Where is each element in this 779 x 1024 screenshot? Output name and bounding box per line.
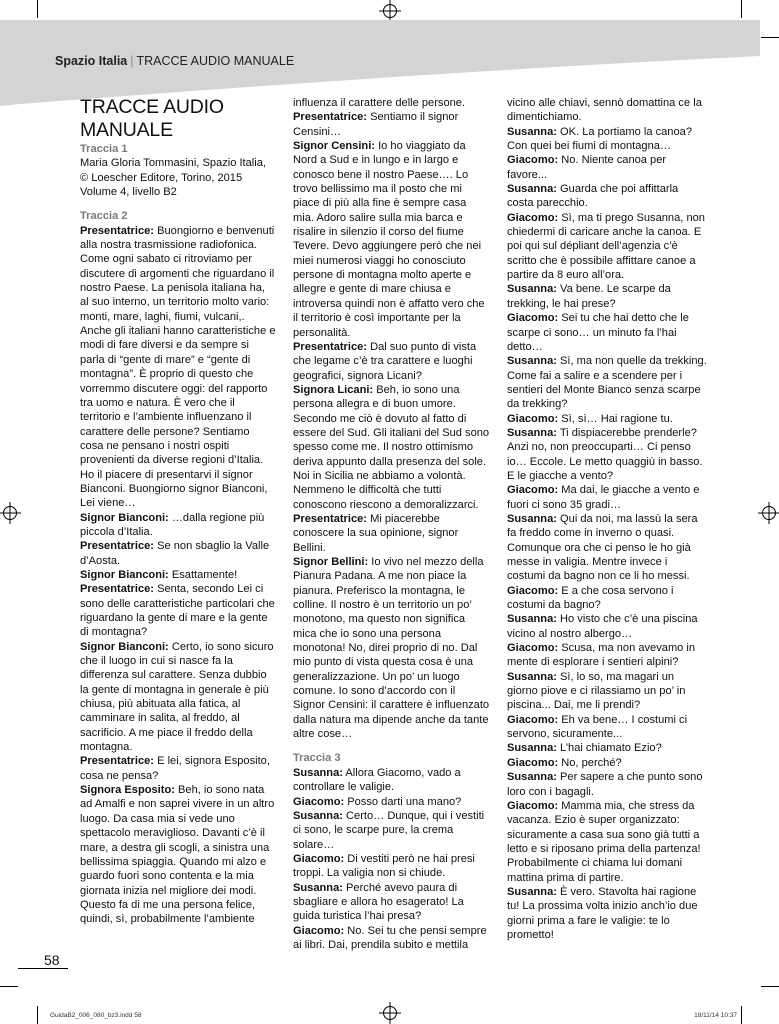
header-brand: Spazio Italia (55, 54, 128, 68)
dialogue-line (507, 483, 707, 512)
crop-mark (37, 1006, 38, 1024)
dialogue-text: Guarda che poi affittarla costa parecchio. (507, 183, 679, 210)
dialogue-line (507, 756, 707, 770)
dialogue-line (507, 153, 707, 182)
dialogue-line (507, 885, 707, 942)
speaker-name: Susanna: (507, 742, 557, 755)
dialogue-text: influenza il carattere delle persone. (293, 97, 466, 109)
speaker-name: Signor Bianconi: (80, 511, 169, 524)
speaker-name: Susanna: (507, 885, 557, 898)
transcript-track-3-cont (507, 96, 707, 942)
dialogue-line (80, 539, 276, 568)
dialogue-text: Sì, ma ti prego Susanna, non chiedermi di caricare anche la canoa. E poi qui sul dépliant dell’agenzia c’è scritto che è possibile affittare canoe a partire da 8 euro all’ora. (507, 211, 705, 282)
speaker-name: Giacomo: (293, 852, 345, 865)
dialogue-line (80, 783, 276, 926)
crop-mark (761, 986, 779, 987)
dialogue-text: E a che cosa servono i costumi da bagno? (507, 584, 674, 612)
speaker-name: Presentatrice: (80, 583, 154, 596)
speaker-name: Giacomo: (507, 799, 559, 812)
dialogue-text: Qui da noi, ma lassù la sera fa freddo come in inverno o quasi. Comunque ora che ci penso le ho già messe in valigia. Mentre invece i costumi da bagno non ce li ho messi. (507, 512, 698, 583)
dialogue-line (507, 770, 707, 799)
dialogue-line (507, 182, 707, 211)
page-number-rule (18, 968, 68, 969)
transcript-track-3 (293, 766, 490, 952)
column-1 (80, 96, 276, 927)
track-1-heading: Traccia 1 (80, 143, 128, 155)
dialogue-text: OK. La portiamo la canoa? Con quei bei fiumi di montagna… (507, 125, 692, 153)
speaker-name: Presentatrice: (293, 512, 367, 525)
dialogue-line (507, 512, 707, 584)
dialogue-text: Dal suo punto di vista che legame c’è tra carattere e luoghi geografici, signora Licani? (293, 340, 477, 382)
dialogue-line (293, 555, 490, 741)
dialogue-text: Sì, ma non quelle da trekking. Come fai a salire e a scendere per i sentieri del Monte Bianco senza scarpe da trekking? (507, 355, 707, 411)
speaker-name: Giacomo: (507, 412, 559, 425)
dialogue-line (293, 110, 490, 139)
dialogue-line (507, 612, 707, 641)
speaker-name: Susanna: (293, 809, 343, 822)
page-title: TRACCE AUDIO MANUALE (80, 96, 224, 141)
dialogue-line (507, 282, 707, 311)
speaker-name: Giacomo: (507, 484, 559, 497)
dialogue-text: Ho visto che c’è una piscina vicino al nostro albergo… (507, 613, 698, 640)
speaker-name: Susanna: (507, 183, 557, 196)
dialogue-text: Esattamente! (168, 568, 238, 581)
dialogue-text: No. Sei tu che pensi sempre ai libri. Dai, prendila subito e mettila (293, 924, 487, 951)
footer-file: GuidaB2_006_080_bz3.indd 58 (50, 1012, 142, 1019)
header-section: TRACCE AUDIO MANUALE (136, 54, 295, 68)
dialogue-line (80, 224, 276, 511)
dialogue-line (293, 139, 490, 340)
speaker-name: Susanna: (507, 670, 557, 683)
speaker-name: Susanna: (507, 512, 557, 525)
dialogue-text: Senta, secondo Lei ci sono delle caratteristiche particolari che riguardano la gente di mare e la gente di montagna? (80, 583, 275, 639)
dialogue-text: No. Niente canoa per favore... (507, 154, 667, 181)
speaker-name: Giacomo: (507, 154, 559, 167)
dialogue-text: vicino alle chiavi, sennò domattina ce la dimentichiamo. (507, 97, 702, 124)
speaker-name: Susanna: (507, 125, 557, 138)
speaker-name: Presentatrice: (80, 755, 154, 768)
speaker-name: Signor Censini: (293, 140, 375, 153)
speaker-name: Signora Licani: (293, 383, 374, 396)
dialogue-text: Sì, lo so, ma magari un giorno piove e ci rilassiamo un po’ in piscina... Dai, me li prendi? (507, 670, 686, 712)
dialogue-text: Eh va bene… I costumi ci servono, sicuramente... (507, 713, 688, 741)
speaker-name: Signor Bellini: (293, 556, 369, 568)
speaker-name: Giacomo: (293, 795, 345, 808)
dialogue-line (80, 582, 276, 639)
dialogue-text: Certo… Dunque, qui i vestiti ci sono, le scarpe pure, la crema solare… (293, 809, 485, 851)
dialogue-line (80, 754, 276, 783)
dialogue-text: Per sapere a che punto sono loro con i bagagli. (507, 771, 703, 798)
dialogue-text: Mamma mia, che stress da vacanza. Ezio è super organizzato: sicuramente a casa sua sono già tutti a letto e si riposano prima della partenza! Probabilmente ci chiama lui domani mattina prima di partire. (507, 799, 701, 884)
column-2 (293, 96, 490, 952)
speaker-name: Signor Bianconi: (80, 568, 169, 581)
dialogue-text: È vero. Stavolta hai ragione tu! La prossima volta inizio anch’io due giorni prima a fare le valigie: te lo prometto! (507, 885, 698, 941)
dialogue-text: …dalla regione più piccola d’Italia. (80, 511, 265, 538)
dialogue-text: Allora Giacomo, vado a controllare le valigie. (293, 766, 461, 794)
speaker-name: Presentatrice: (293, 340, 367, 353)
dialogue-text: Sei tu che hai detto che le scarpe ci sono… un minuto fa l’hai detto… (507, 312, 689, 353)
crop-mark (741, 1006, 742, 1024)
speaker-name: Giacomo: (507, 211, 559, 224)
dialogue-line (507, 412, 707, 426)
transcript-track-2 (80, 224, 276, 927)
speaker-name: Susanna: (293, 766, 343, 779)
dialogue-text: Sì, sì… Hai ragione tu. (558, 412, 673, 425)
dialogue-line (293, 766, 490, 795)
dialogue-text: Se non sbaglio la Valle d’Aosta. (80, 540, 270, 567)
crop-mark (0, 986, 18, 987)
speaker-name: Presentatrice: (293, 111, 367, 124)
dialogue-text: Certo, io sono sicuro che il luogo in cui si nasce fa la differenza sul carattere. Senza dubbio la gente di montagna in generale è più chiusa, più abituata alla fatica, al camminare in salita, al freddo, al sacrificio. A me piace il freddo della montagna. (80, 640, 274, 754)
speaker-name: Giacomo: (507, 584, 559, 597)
speaker-name: Susanna: (293, 881, 343, 894)
track-2-heading: Traccia 2 (80, 210, 128, 223)
speaker-name: Susanna: (507, 771, 557, 784)
dialogue-line (80, 640, 276, 755)
dialogue-line (293, 340, 490, 383)
track-1-credits: Maria Gloria Tommasini, Spazio Italia, © Loescher Editore, Torino, 2015 Volume 4, livello B2 (80, 157, 266, 199)
speaker-name: Giacomo: (507, 756, 559, 769)
dialogue-text: No, perché? (558, 756, 622, 769)
speaker-name: Signor Bianconi: (80, 640, 169, 653)
track-3-heading: Traccia 3 (293, 752, 341, 765)
registration-mark-icon (3, 506, 17, 520)
dialogue-line (507, 211, 707, 283)
dialogue-line (507, 311, 707, 354)
dialogue-line (507, 125, 707, 154)
dialogue-line (507, 799, 707, 885)
dialogue-line (293, 852, 490, 881)
column-3 (507, 96, 707, 942)
dialogue-line (507, 741, 707, 755)
dialogue-line (293, 383, 490, 512)
dialogue-text: Scusa, ma non avevamo in mente di esplorare i sentieri alpini? (507, 642, 696, 669)
speaker-name: Giacomo: (507, 642, 559, 655)
registration-mark-icon (762, 506, 776, 520)
dialogue-text: Ma dai, le giacche a vento e fuori ci sono 35 gradi… (507, 484, 700, 511)
footer-date: 18/11/14 10:37 (694, 1012, 737, 1019)
dialogue-text: Va bene. Le scarpe da trekking, le hai prese? (507, 283, 671, 310)
dialogue-text: Io vivo nel mezzo della Pianura Padana. A me non piace la pianura. Preferisco la montagna, le colline. Il nostro è un territorio un po’ monotono, ma questo non significa mica che io sono una persona monotona! No, direi proprio di no. Dal mio punto di vista questa cosa è una generalizzazione. Un po’ un luogo comune. Io sono d’accordo con il Signor Censini: il carattere è influenzato dalla natura ma dipende anche da tante altre cose… (293, 556, 490, 741)
dialogue-line (507, 670, 707, 713)
dialogue-text: Beh, io sono una persona allegra e di buon umore. Secondo me ciò è dovuto al fatto di essere del Sud. Gli italiani del Sud sono spesso come me. Il nostro ottimismo deriva appunto dalla presenza del sole. Noi in Sicilia ne abbiamo a volontà. Nemmeno le difficoltà che tutti conoscono riescono a demoralizzarci. (293, 383, 490, 511)
dialogue-text: Io ho viaggiato da Nord a Sud e in lungo e in largo e conosco bene il nostro Paese…. Lo trovo bellissimo ma il posto che mi piace di più alla fine è sempre casa mia. Adoro salire sulla mia barca e risalire in silenzio il corso del fiume Tevere. Devo aggiungere però che nei miei numerosi viaggi ho conosciuto persone di montagna molto aperte e allegre e gente di mare chiusa e introversa quindi non è affatto vero che il territorio è così importante per la personalità. (293, 140, 485, 339)
running-header: Spazio Italia | TRACCE AUDIO MANUALE (55, 54, 295, 68)
speaker-name: Giacomo: (293, 924, 345, 937)
dialogue-text: Di vestiti però ne hai presi troppi. La valigia non si chiude. (293, 852, 475, 880)
speaker-name: Susanna: (507, 355, 557, 368)
dialogue-text: E lei, signora Esposito, cosa ne pensa? (80, 755, 270, 782)
dialogue-text: Buongiorno e benvenuti alla nostra trasmissione radiofonica. Come ogni sabato ci ritroviamo per discutere di argomenti che riguardano il nostro Paese. La penisola italiana ha, al suo interno, un territorio molto vario: monti, mare, laghi, fiumi, vulcani,. Anche gli italiani hanno caratteristiche e modi di fare diversi e da sempre si parla di “gente di mare” e “gente di montagna”. È proprio di questo che vorremmo discutere oggi: del rapporto tra uomo e natura. È vero che il territorio e l’ambiente influenzano il carattere delle persone? Sentiamo cosa ne pensano i nostri ospiti provenienti da diverse regioni d’Italia. Ho il piacere di presentarvi il signor Bianconi. Buongiorno signor Bianconi, Lei viene… (80, 224, 276, 510)
dialogue-line (507, 584, 707, 613)
dialogue-line (293, 809, 490, 852)
dialogue-line (507, 426, 707, 483)
speaker-name: Susanna: (507, 426, 557, 439)
transcript-track-2-cont (293, 96, 490, 741)
dialogue-line (293, 96, 490, 110)
dialogue-text: Perché avevo paura di sbagliare e allora ho esagerato! La guida turistica l’hai presa? (293, 881, 464, 923)
dialogue-line (80, 511, 276, 540)
speaker-name: Giacomo: (507, 312, 559, 325)
dialogue-line (80, 568, 276, 582)
dialogue-line (507, 641, 707, 670)
speaker-name: Susanna: (507, 283, 557, 296)
dialogue-line (507, 96, 707, 125)
dialogue-line (507, 354, 707, 411)
dialogue-line (293, 795, 490, 809)
dialogue-text: Posso darti una mano? (344, 795, 462, 808)
registration-mark-icon (383, 1006, 397, 1020)
dialogue-text: Ti dispiacerebbe prenderle? Anzi no, non preoccuparti… Ci penso io… Eccole. Le metto quaggiù in basso. E le giacche a vento? (507, 426, 703, 482)
speaker-name: Presentatrice: (80, 540, 154, 553)
dialogue-line (507, 713, 707, 742)
dialogue-text: Sentiamo il signor Censini… (293, 111, 459, 138)
dialogue-text: Mi piacerebbe conoscere la sua opinione, signor Bellini. (293, 512, 459, 554)
speaker-name: Giacomo: (507, 713, 559, 726)
speaker-name: Signora Esposito: (80, 784, 175, 797)
speaker-name: Susanna: (507, 613, 557, 626)
dialogue-text: Beh, io sono nata ad Amalfi e non saprei vivere in un altro luogo. Da casa mia si vede uno spettacolo meraviglioso. Davanti c’è il mare, a destra gli scogli, a sinistra una bellissima spiaggia. Quando mi alzo e guardo fuori sono contenta e la mia giornata inizia nel migliore dei modi. Questo fa di me una persona felice, quindi, sì, probabilmente l’ambiente (80, 784, 275, 926)
dialogue-line (293, 512, 490, 555)
dialogue-text: L’hai chiamato Ezio? (556, 742, 662, 755)
page-number: 58 (44, 952, 60, 968)
dialogue-line (293, 881, 490, 924)
speaker-name: Presentatrice: (80, 224, 154, 237)
dialogue-line (293, 924, 490, 953)
